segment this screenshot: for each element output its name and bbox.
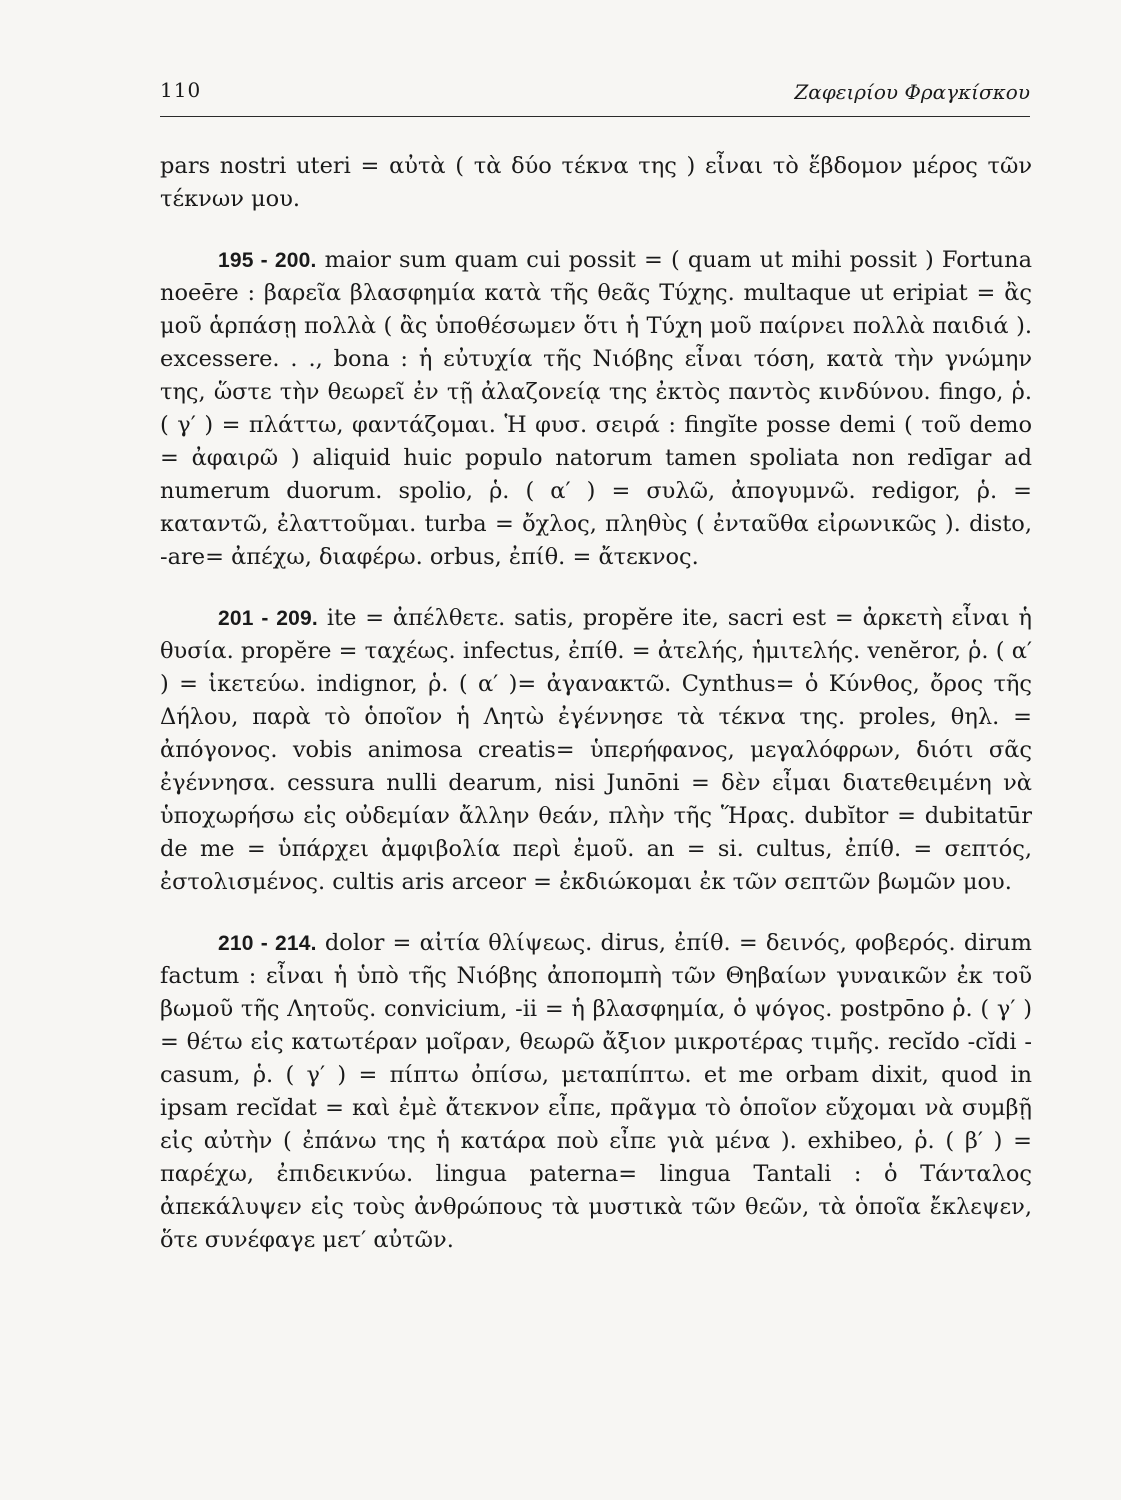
page-header bbox=[160, 78, 1030, 110]
page-number: 110 bbox=[160, 78, 202, 102]
paragraph-lines-195-200 bbox=[160, 244, 1032, 574]
line-reference: 201 - 209. bbox=[218, 607, 318, 630]
paragraph-lines-201-209 bbox=[160, 602, 1032, 899]
header-rule bbox=[160, 116, 1030, 117]
running-head: Ζαφειρίου Φραγκίσκου bbox=[794, 80, 1030, 104]
line-reference: 210 - 214. bbox=[218, 932, 317, 955]
paragraph-text: dolor = αἰτία θλίψεως. dirus, ἐπίθ. = δεινός, φοβερός. dirum factum : εἶναι ἡ ὑπὸ τῆς Νιόβης ἀποπομπὴ τῶν Θηβαίων γυναικῶν ἐκ τοῦ βωμοῦ τῆς Λητοῦς. convicium, -ii = ἡ βλασφημία, ὁ ψόγος. postpōno ῥ. ( γ′ ) = θέτω εἰς κατωτέραν μοῖραν, θεωρῶ ἄξιον μικροτέρας τιμῆς. recĭdo -cĭdi -casum, ῥ. ( γ′ ) = πίπτω ὀπίσω, μεταπίπτω. et me orbam dixit, quod in ipsam recĭdat = καὶ ἐμὲ ἄτεκνον εἶπε, πρᾶγμα τὸ ὁποῖον εὔχομαι νὰ συμβῇ εἰς αὐτὴν ( ἐπάνω της ἡ κατάρα ποὺ εἶπε γιὰ μένα ). exhibeo, ῥ. ( β′ ) = παρέχω, ἐπιδεικνύω. lingua paterna= lingua Tantali : ὁ Τάνταλος ἀπεκάλυψεν εἰς τοὺς ἀνθρώπους τὰ μυστικὰ τῶν θεῶν, τὰ ὁποῖα ἔκλεψεν, ὅτε συνέφαγε μετ′ αὐτῶν. bbox=[160, 930, 1033, 1253]
paragraph-lines-210-214 bbox=[160, 927, 1032, 1257]
line-reference: 195 - 200. bbox=[218, 249, 317, 272]
paragraph-text: ite = ἀπέλθετε. satis, propĕre ite, sacri est = ἀρκετὴ εἶναι ἡ θυσία. propĕre = ταχέως. infectus, ἐπίθ. = ἀτελής, ἡμιτελής. venĕror, ῥ. ( α′ ) = ἱκετεύω. indignor, ῥ. ( α′ )= ἀγανακτῶ. Cynthus= ὁ Κύνθος, ὄρος τῆς Δήλου, παρὰ τὸ ὁποῖον ἡ Λητὼ ἐγέννησε τὰ τέκνα της. proles, θηλ. = ἀπόγονος. vobis animosa creatis= ὑπερήφανος, μεγαλόφρων, διότι σᾶς ἐγέννησα. cessura nulli dearum, nisi Junōni = δὲν εἶμαι διατεθειμένη νὰ ὑποχωρήσω εἰς οὐδεμίαν ἄλλην θεάν, πλὴν τῆς Ἥρας. dubĭtor = dubitatūr de me = ὑπάρχει ἀμφιβολία περὶ ἐμοῦ. an = si. cultus, ἐπίθ. = σεπτός, ἐστολισμένος. cultis aris arceor = ἐκδιώκομαι ἐκ τῶν σεπτῶν βωμῶν μου. bbox=[160, 605, 1033, 895]
paragraph-text: pars nostri uteri = αὐτὰ ( τὰ δύο τέκνα της ) εἶναι τὸ ἕβδομον μέρος τῶν τέκνων μου. bbox=[160, 153, 1032, 212]
paragraph-continuation bbox=[160, 150, 1032, 216]
paragraph-text: maior sum quam cui possit = ( quam ut mihi possit ) Fortuna noeēre : βαρεῖα βλασφημία κατὰ τῆς θεᾶς Τύχης. multaque ut eripiat = ἂς μοῦ ἁρπάσῃ πολλὰ ( ἂς ὑποθέσωμεν ὅτι ἡ Τύχη μοῦ παίρνει πολλὰ παιδιά ). excessere. . ., bona : ἡ εὐτυχία τῆς Νιόβης εἶναι τόση, κατὰ τὴν γνώμην της, ὥστε τὴν θεωρεῖ ἐν τῇ ἀλαζονείᾳ της ἐκτὸς παντὸς κινδύνου. fingo, ῥ. ( γ′ ) = πλάττω, φαντάζομαι. Ἡ φυσ. σειρά : fingĭte posse demi ( τοῦ demo = ἀφαιρῶ ) aliquid huic populo natorum tamen spoliata non redīgar ad numerum duorum. spolio, ῥ. ( α′ ) = συλῶ, ἀπογυμνῶ. redigor, ῥ. = καταντῶ, ἐλαττοῦμαι. turba = ὄχλος, πληθὺς ( ἐνταῦθα εἰρωνικῶς ). disto, -are= ἀπέχω, διαφέρω. orbus, ἐπίθ. = ἄτεκνος. bbox=[160, 247, 1033, 570]
commentary-body bbox=[160, 150, 1032, 1257]
